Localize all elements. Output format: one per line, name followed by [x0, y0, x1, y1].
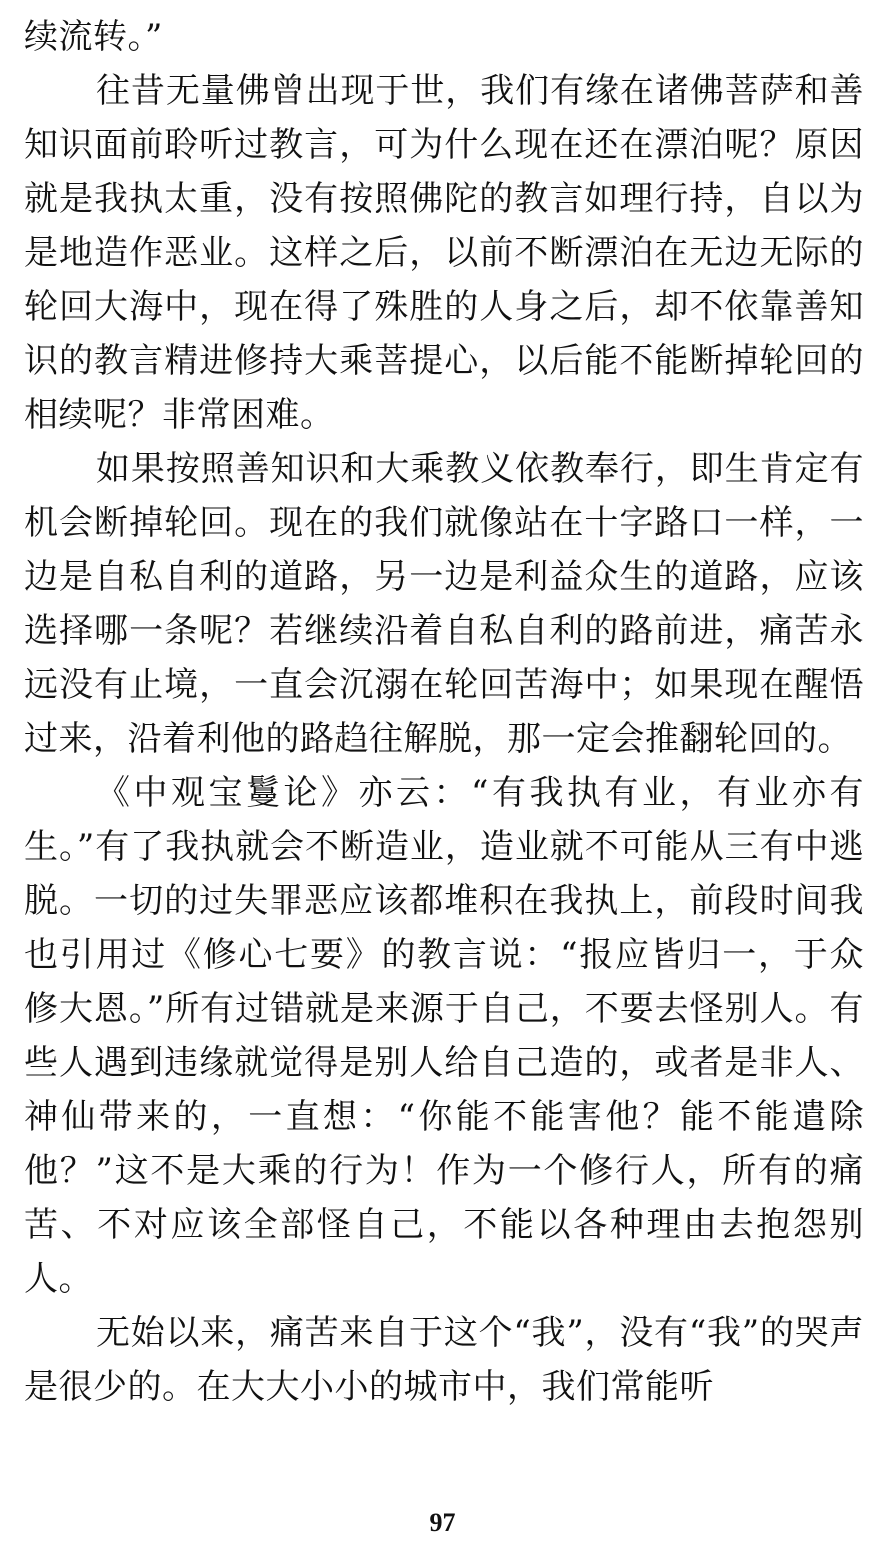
body-text	[24, 10, 864, 1414]
page-number: 97	[429, 1508, 456, 1537]
paragraph-4: 无始以来，痛苦来自于这个“我”，没有“我”的哭声是很少的。在大大小小的城市中，我们常能听	[24, 1313, 864, 1407]
paragraph-2: 如果按照善知识和大乘教义依教奉行，即生肯定有机会断掉轮回。现在的我们就像站在十字路口一样，一边是自私自利的道路，另一边是利益众生的道路，应该选择哪一条呢？若继续沿着自私自利的路前进，痛苦永远没有止境，一直会沉溺在轮回苦海中；如果现在醒悟过来，沿着利他的路趋往解脱，那一定会推翻轮回的。	[24, 449, 864, 759]
paragraph-continuation: 续流转。”	[24, 17, 163, 57]
paragraph-3: 《中观宝鬘论》亦云：“有我执有业，有业亦有生。”有了我执就会不断造业，造业就不可能从三有中逃脱。一切的过失罪恶应该都堆积在我执上，前段时间我也引用过《修心七要》的教言说：“报应皆归一，于众修大恩。”所有过错就是来源于自己，不要去怪别人。有些人遇到违缘就觉得是别人给自己造的，或者是非人、神仙带来的，一直想：“你能不能害他？能不能遣除他？”这不是大乘的行为！作为一个修行人，所有的痛苦、不对应该全部怪自己，不能以各种理由去抱怨别人。	[24, 773, 864, 1299]
page-content	[24, 10, 864, 1414]
paragraph-1: 往昔无量佛曾出现于世，我们有缘在诸佛菩萨和善知识面前聆听过教言，可为什么现在还在漂泊呢？原因就是我执太重，没有按照佛陀的教言如理行持，自以为是地造作恶业。这样之后，以前不断漂泊在无边无际的轮回大海中，现在得了殊胜的人身之后，却不依靠善知识的教言精进修持大乘菩提心，以后能不能断掉轮回的相续呢？非常困难。	[24, 71, 864, 435]
